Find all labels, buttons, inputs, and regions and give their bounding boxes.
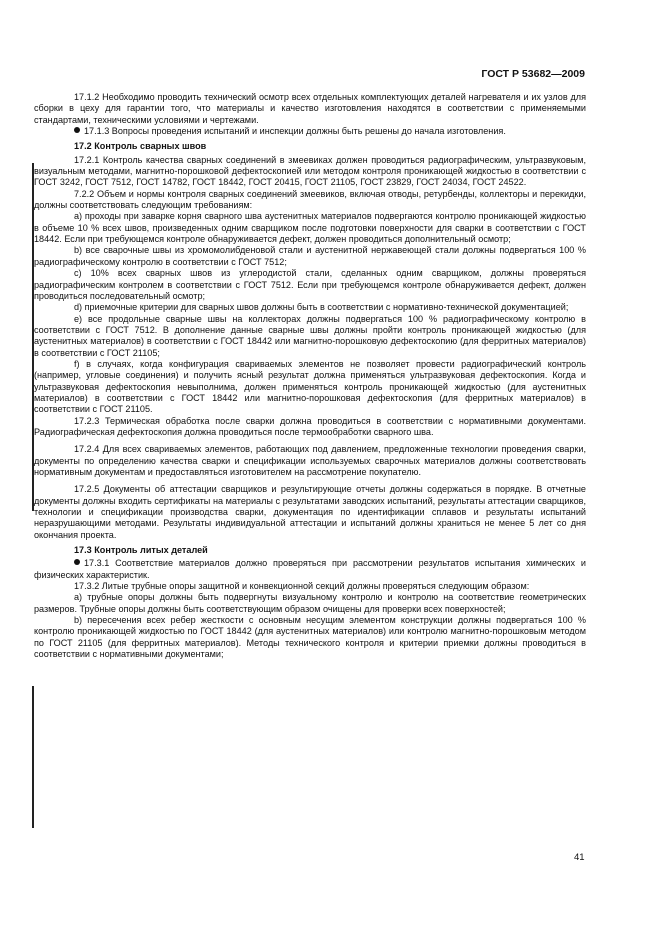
bullet-icon [74, 559, 80, 565]
clause-17-2-5: 17.2.5 Документы об аттестации сварщиков и результирующие отчеты должны содержаться в порядке. В отчетные документы должны входить сертификаты на материалы с результатами заводских испытаний, результаты аттестации сварщиков, технологии и спецификации производства сварки, документация по идентификации сплавов и результаты испытаний неразрушающими методами. Результаты индивидуальной аттестации и испытаний должны храниться не менее 5 лет со дня окончания проекта. [34, 484, 586, 540]
page-number: 41 [574, 852, 585, 863]
clause-17-1-3: 17.1.3 Вопросы проведения испытаний и инспекции должны быть решены до начала изготовления. [34, 126, 586, 137]
list-item-d: d) приемочные критерии для сварных швов должны быть в соответствии с нормативно-технической документацией; [74, 302, 569, 313]
bullet-icon [74, 127, 80, 133]
clause-17-2-4: 17.2.4 Для всех свариваемых элементов, работающих под давлением, предложенные технологии проведения сварки, документы по определению качества сварки и спецификации используемых сварочных материалов должны соответствовать нормативным документам и предоставляться изготовителем на рассмотрение покупателю. [34, 444, 586, 477]
clause-17-2-3: 17.2.3 Термическая обработка после сварки должна проводиться в соответствии с нормативными документами. Радиографическая дефектоскопия должна проводиться после термообработки сварного шва. [34, 415, 586, 437]
list-item-b: b) пересечения всех ребер жесткости с основным несущим элементом конструкции должны подвергаться 100 % контролю проникающей жидкостью по ГОСТ 18442 (для аустенитных материалов) или контролю магнитно-порошковым методом по ГОСТ 21105 (для ферритных материалов). Методы технического контроля и критерии приемки должны проводиться в соответствии с нормативными документами; [34, 615, 586, 660]
document-body [34, 92, 586, 661]
clause-17-2-2: 7.2.2 Объем и нормы контроля сварных соединений змеевиков, включая отводы, ретурбенды, коллекторы и перекидки, должны соответствовать следующим требованиям: [34, 188, 586, 211]
change-bar [32, 686, 34, 828]
clause-17-3-1: 17.3.1 Соответствие материалов должно проверяться при рассмотрении результатов испытания химических и физических характеристик. [34, 558, 586, 580]
list-item-c: c) 10% всех сварных швов из углеродистой стали, сделанных одним сварщиком, должны проверяться радиографическим контролем в соответствии с ГОСТ 7512. Если при требующемся контроле обнаруживается дефект, должен проводиться последовательный осмотр; [34, 268, 586, 301]
section-heading-17-3: 17.3 Контроль литых деталей [74, 545, 208, 556]
list-item-a: a) проходы при заварке корня сварного шва аустенитных материалов подвергаются контролю проникающей жидкостью в объеме 10 % всех швов, произведенных одним сварщиком после подготовки поверхности для сварки в соответствии с ГОСТ 18442. Если при требующемся контроле обнаруживается дефект, должен проводиться дополнительный осмотр; [34, 211, 586, 245]
list-item-e: e) все продольные сварные швы на коллекторах должны подвергаться 100 % радиографическому контролю в соответствии с ГОСТ 7512. В дополнение данные сварные швы должны пройти контроль проникающей жидкостью (для аустенитных материалов) в соответствии с ГОСТ 18442 или магнитно-порошковую дефектоскопию (для ферритных материалов) в соответствии с ГОСТ 21105; [34, 313, 586, 358]
section-heading-17-2: 17.2 Контроль сварных швов [74, 141, 207, 152]
clause-17-3-2: 17.3.2 Литые трубные опоры защитной и конвекционной секций должны проверяться следующим образом: [74, 581, 530, 592]
clause-17-1-2: 17.1.2 Необходимо проводить технический осмотр всех отдельных комплектующих деталей нагревателя и их узлов для сборки в цеху для гарантии того, что материалы и качество изготовления находятся в соответствии с применяемыми стандартами, техническими условиями и чертежами. [34, 92, 586, 125]
list-item-b: b) все сварочные швы из хромомолибденовой стали и аустенитной нержавеющей стали должны подвергаться 100 % радиографическому контролю в соответствии с ГОСТ 7512; [34, 245, 586, 267]
clause-17-2-1: 17.2.1 Контроль качества сварных соединений в змеевиках должен проводиться радиографическим, ультразвуковым, визуальным методами, магнитно-порошковой дефектоскопией или методом контроля проникающей жидкостью в соответствии с ГОСТ 3242, ГОСТ 7512, ГОСТ 14782, ГОСТ 18442, ГОСТ 20415, ГОСТ 21105, ГОСТ 23829, ГОСТ 24034, ГОСТ 24522. [34, 154, 586, 188]
list-item-a: a) трубные опоры должны быть подвергнуты визуальному контролю и контролю на соответствие геометрических размеров. Трубные опоры должны быть соответствующим образом очищены для проверки всех поверхностей; [34, 592, 586, 614]
document-header: ГОСТ Р 53682—2009 [481, 68, 585, 80]
list-item-f: f) в случаях, когда конфигурация свариваемых элементов не позволяет провести радиографический контроль (например, угловые соединения) и получить ясный результат должна применяться ультразвуковая дефектоскопия. Когда и ультразвуковая дефектоскопия невыполнима, должен применяться контроль проникающей жидкостью (для аустенитных материалов) в соответствии с ГОСТ 18442 или магнитно-порошковая дефектоскопия (для ферритных материалов) в соответствии с ГОСТ 21105. [34, 358, 586, 415]
